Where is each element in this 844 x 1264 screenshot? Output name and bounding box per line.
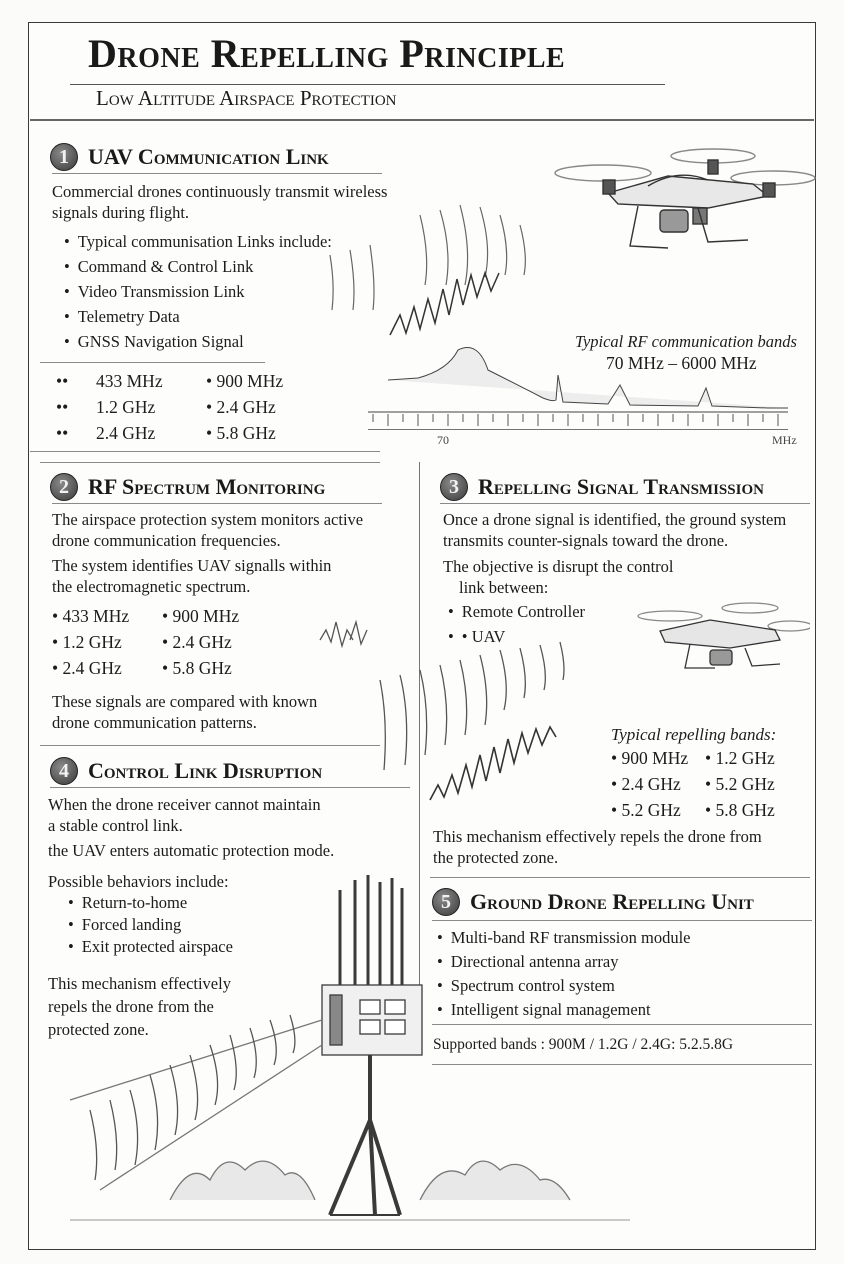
list-item: • Telemetry Data [64,304,332,329]
section-2-heading [50,473,325,501]
band-value: • 2.4 GHz [206,397,276,417]
title-divider [70,84,665,85]
ground-repelling-unit-illustration [30,870,650,1245]
list-item: • Multi-band RF transmission module [437,926,691,950]
spectrum-caption: Typical RF communication bands [575,332,797,351]
section-4-heading [50,757,322,785]
section-3-band-grid [611,746,805,822]
band-value: • 900 MHz [611,746,705,770]
spectrum-range: 70 MHz – 6000 MHz [606,353,757,373]
section-4-paragraph-2: the UAV enters automatic protection mode. [48,841,335,860]
section-3-paragraph-3: This mechanism effectively repels the drone from the protected zone. [433,827,762,867]
section-2-paragraph-3: These signals are compared with known drone communication patterns. [52,692,318,732]
band-value: • 5.8 GHz [162,656,272,680]
list-item: • Video Transmission Link [64,279,332,304]
section-2-top-rule [40,462,380,463]
band-value: • 433 MHz [52,604,162,628]
band-value: • 5.2 GHz [705,772,805,796]
band-value: • 1.2 GHz [52,630,162,654]
bullet-icon: •• [56,423,69,443]
section-3-paragraph-2: The objective is disrupt the control [443,557,674,576]
section-4-title: Control Link Disruption [88,758,323,783]
list-item: • Typical communisation Links include: [64,229,332,254]
band-value: • 5.2 GHz [611,798,705,822]
repelling-bands-caption: Typical repelling bands: [611,725,777,744]
section-3-paragraph-1: Once a drone signal is identified, the ground system transmits counter-signals toward the drone. [443,510,787,550]
list-item: • Forced landing [68,914,233,936]
section-1-title: UAV Communication Link [88,144,329,169]
section-2-paragraph-2: The system identifies UAV signalls within the electromagnetic spectrum. [52,556,332,596]
list-item: • Remote Controller [448,599,585,624]
drone-illustration [548,138,818,263]
spectrum-axis-start: 70 [437,433,449,447]
page-subtitle: Low Altitude Airspace Protection [96,86,397,110]
section-3-title: Repelling Signal Transmission [478,474,764,499]
section-2-rule [52,503,382,504]
band-value: 1.2 GHz [96,397,156,417]
supported-bands: Supported bands : 900M / 1.2G / 2.4G: 5.2.5.8G [433,1036,734,1053]
section-5-title: Ground Drone Repelling Unit [470,889,754,914]
section-3-rule [440,503,810,504]
list-item: • Directional antenna array [437,950,691,974]
section-3-heading [440,473,764,501]
band-value: • 900 MHz [162,604,272,628]
section-1-bands-rule [40,362,265,363]
section-1-link-list [64,229,332,354]
section-2-paragraph-1: The airspace protection system monitors active drone communication frequencies. [52,510,364,550]
section-1-heading [50,143,329,171]
list-item: • Spectrum control system [437,974,691,998]
list-item: • Return-to-home [68,892,233,914]
section-1-rule [52,173,382,174]
section-2-band-grid [52,604,272,680]
section-2-title: RF Spectrum Monitoring [88,474,326,499]
section-1-band-grid [56,369,316,446]
band-value: • 900 MHz [206,371,284,391]
list-item: • Command & Control Link [64,254,332,279]
spectrum-axis-unit: MHz [772,433,797,447]
list-item: • Intelligent signal management [437,998,691,1022]
bullet-icon: •• [56,397,69,417]
section-1-bottom-rule [30,451,380,452]
number-badge-icon: 3 [440,473,468,501]
section-4-paragraph-4a: This mechanism effectively [48,974,231,993]
list-item: • Exit protected airspace [68,936,233,958]
section-1-intro: Commercial drones continuously transmit wireless signals during flight. [52,182,388,222]
number-badge-icon: 4 [50,757,78,785]
band-value: • 2.4 GHz [162,630,272,654]
band-value: • 2.4 GHz [611,772,705,796]
band-value: 433 MHz [96,371,163,391]
list-item: • GNSS Navigation Signal [64,329,332,354]
band-value: • 1.2 GHz [705,746,805,770]
section-4-rule [50,787,410,788]
band-value: • 5.8 GHz [705,798,805,822]
section-4-paragraph-4c: protected zone. [48,1020,149,1039]
number-badge-icon: 5 [432,888,460,916]
number-badge-icon: 1 [50,143,78,171]
list-item: • • UAV [448,624,585,649]
number-badge-icon: 2 [50,473,78,501]
page-title: Drone Repelling Principle [88,31,566,76]
section-4-paragraph-3: Possible behaviors include: [48,872,229,891]
section-4-paragraph-1b: a stable control link. [48,816,183,835]
header-divider [30,119,814,121]
section-3-paragraph-2b: link between: [459,578,549,597]
band-value: • 2.4 GHz [52,656,162,680]
bullet-icon: •• [56,371,69,391]
band-value: 2.4 GHz [96,423,156,443]
section-4-paragraph-4b: repels the drone from the [48,997,214,1016]
band-value: • 5.8 GHz [206,423,276,443]
section-4-paragraph-1a: When the drone receiver cannot maintain [48,795,321,814]
